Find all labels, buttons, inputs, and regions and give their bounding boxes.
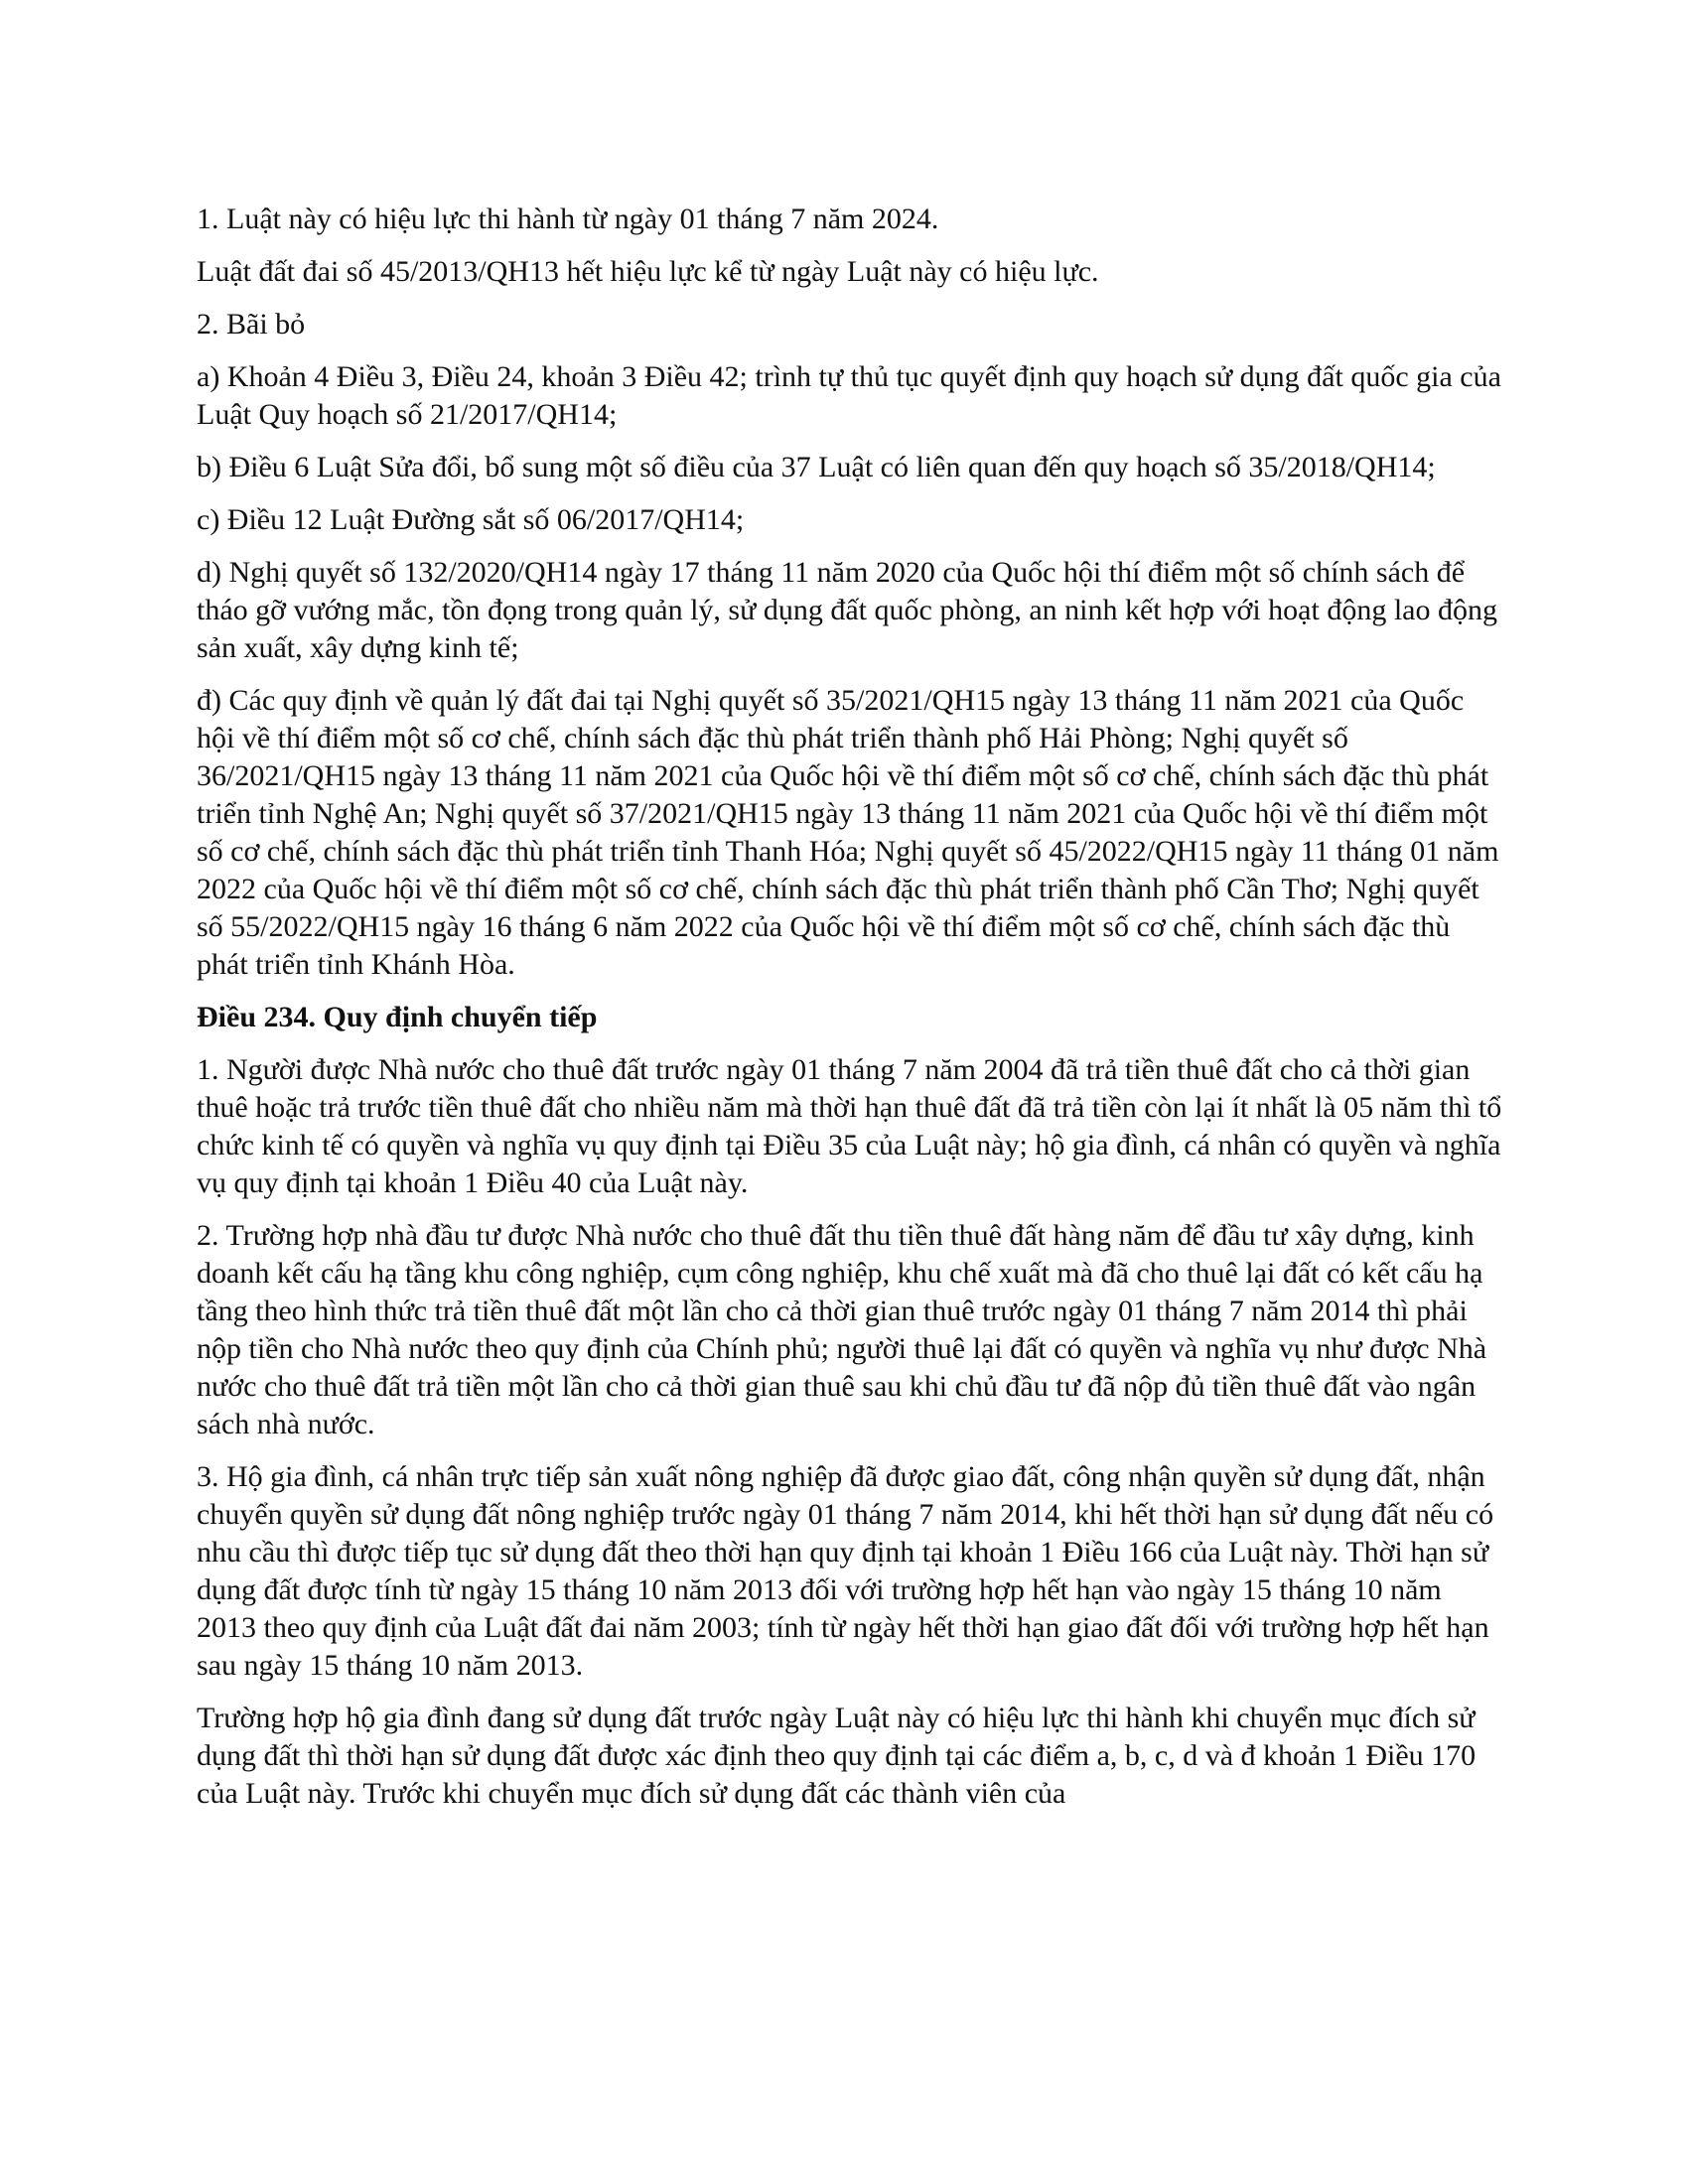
paragraph-effective-date: 1. Luật này có hiệu lực thi hành từ ngày 01 tháng 7 năm 2024.	[197, 203, 939, 235]
paragraph-transition-3-continued: Trường hợp hộ gia đình đang sử dụng đất trước ngày Luật này có hiệu lực thi hành khi chuyển mục đích sử dụng đất thì thời hạn sử dụng đất được xác định theo quy định tại các điểm a, b, c, d và đ khoản 1 Điều 170 của Luật này. Trước khi chuyển mục đích sử dụng đất các thành viên của	[197, 1702, 1477, 1810]
paragraph-transition-3: 3. Hộ gia đình, cá nhân trực tiếp sản xuất nông nghiệp đã được giao đất, công nhận quyền sử dụng đất, nhận chuyển quyền sử dụng đất nông nghiệp trước ngày 01 tháng 7 năm 2014, khi hết thời hạn sử dụng đất nếu có nhu cầu thì được tiếp tục sử dụng đất theo thời hạn quy định tại khoản 1 Điều 166 của Luật này. Thời hạn sử dụng đất được tính từ ngày 15 tháng 10 năm 2013 đối với trường hợp hết hạn vào ngày 15 tháng 10 năm 2013 theo quy định của Luật đất đai năm 2003; tính từ ngày hết thời hạn giao đất đối với trường hợp hết hạn sau ngày 15 tháng 10 năm 2013.	[197, 1460, 1494, 1682]
paragraph-repeal-heading: 2. Bãi bỏ	[197, 308, 306, 341]
paragraph-transition-2: 2. Trường hợp nhà đầu tư được Nhà nước cho thuê đất thu tiền thuê đất hàng năm để đầu tư xây dựng, kinh doanh kết cấu hạ tầng khu công nghiệp, cụm công nghiệp, khu chế xuất mà đã cho thuê lại đất có kết cấu hạ tầng theo hình thức trả tiền thuê đất một lần cho cả thời gian thuê trước ngày 01 tháng 7 năm 2014 thì phải nộp tiền cho Nhà nước theo quy định của Chính phủ; người thuê lại đất có quyền và nghĩa vụ như được Nhà nước cho thuê đất trả tiền một lần cho cả thời gian thuê sau khi chủ đầu tư đã nộp đủ tiền thuê đất vào ngân sách nhà nước.	[197, 1219, 1487, 1440]
paragraph-transition-1: 1. Người được Nhà nước cho thuê đất trước ngày 01 tháng 7 năm 2004 đã trả tiền thuê đất cho cả thời gian thuê hoặc trả trước tiền thuê đất cho nhiều năm mà thời hạn thuê đất đã trả tiền còn lại ít nhất là 05 năm thì tổ chức kinh tế có quyền và nghĩa vụ quy định tại Điều 35 của Luật này; hộ gia đình, cá nhân có quyền và nghĩa vụ quy định tại khoản 1 Điều 40 của Luật này.	[197, 1053, 1502, 1199]
article-heading: Điều 234. Quy định chuyển tiếp	[197, 1001, 598, 1033]
paragraph-old-law-expiry: Luật đất đai số 45/2013/QH13 hết hiệu lực kể từ ngày Luật này có hiệu lực.	[197, 255, 1099, 288]
document-page	[197, 201, 1507, 1828]
paragraph-repeal-d: d) Nghị quyết số 132/2020/QH14 ngày 17 tháng 11 năm 2020 của Quốc hội thí điểm một số chính sách để tháo gỡ vướng mắc, tồn đọng trong quản lý, sử dụng đất quốc phòng, an ninh kết hợp với hoạt động lao động sản xuất, xây dựng kinh tế;	[197, 556, 1497, 664]
paragraph-repeal-dd: đ) Các quy định về quản lý đất đai tại Nghị quyết số 35/2021/QH15 ngày 13 tháng 11 năm 2021 của Quốc hội về thí điểm một số cơ chế, chính sách đặc thù phát triển thành phố Hải Phòng; Nghị quyết số 36/2021/QH15 ngày 13 tháng 11 năm 2021 của Quốc hội về thí điểm một số cơ chế, chính sách đặc thù phát triển tỉnh Nghệ An; Nghị quyết số 37/2021/QH15 ngày 13 tháng 11 năm 2021 của Quốc hội về thí điểm một số cơ chế, chính sách đặc thù phát triển tỉnh Thanh Hóa; Nghị quyết số 45/2022/QH15 ngày 11 tháng 01 năm 2022 của Quốc hội về thí điểm một số cơ chế, chính sách đặc thù phát triển thành phố Cần Thơ; Nghị quyết số 55/2022/QH15 ngày 16 tháng 6 năm 2022 của Quốc hội về thí điểm một số cơ chế, chính sách đặc thù phát triển tỉnh Khánh Hòa.	[197, 684, 1499, 981]
paragraph-repeal-c: c) Điều 12 Luật Đường sắt số 06/2017/QH14;	[197, 503, 745, 536]
paragraph-repeal-b: b) Điều 6 Luật Sửa đổi, bổ sung một số điều của 37 Luật có liên quan đến quy hoạch số 35/2018/QH14;	[197, 451, 1436, 483]
paragraph-repeal-a: a) Khoản 4 Điều 3, Điều 24, khoản 3 Điều 42; trình tự thủ tục quyết định quy hoạch sử dụng đất quốc gia của Luật Quy hoạch số 21/2017/QH14;	[197, 360, 1501, 431]
